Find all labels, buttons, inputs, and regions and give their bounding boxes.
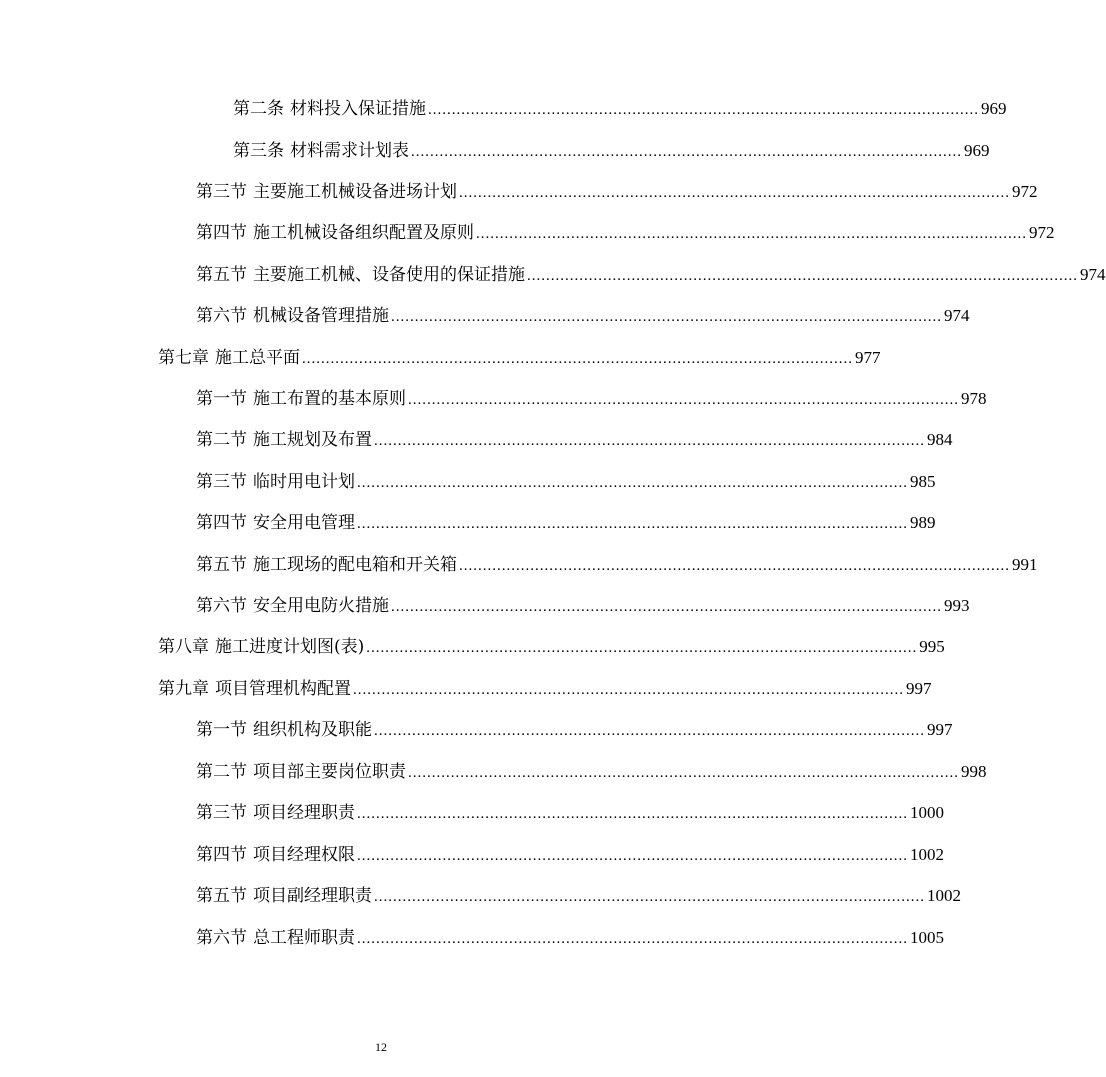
toc-leader-dots: .................................................................................................................... [428,102,979,118]
toc-entry-prefix: 第九章 [158,679,209,699]
toc-entry-page: 972 [1029,223,1055,242]
toc-entry[interactable] [196,761,987,784]
toc-entry-prefix: 第五节 [196,265,247,285]
toc-leader-dots: .................................................................................................................... [374,889,925,905]
toc-entry-page: 989 [910,513,936,532]
toc-leader-dots: .................................................................................................................... [476,226,1027,242]
toc-entry[interactable] [196,844,944,867]
toc-leader-dots: .................................................................................................................... [391,599,942,615]
toc-entry-title: 材料需求计划表 [290,141,409,161]
toc-entry-label [158,636,364,658]
toc-entry-label [233,98,426,120]
toc-entry-prefix: 第四节 [196,513,247,533]
toc-leader-dots: .................................................................................................................... [374,433,925,449]
toc-entry-page: 974 [1080,265,1106,284]
toc-entry[interactable] [196,388,987,411]
toc-entry-label [196,885,372,907]
toc-entry[interactable] [158,347,881,370]
toc-leader-dots: .................................................................................................................... [374,723,925,739]
toc-entry-prefix: 第八章 [158,637,209,657]
toc-leader-dots: .................................................................................................................... [527,268,1078,284]
toc-entry-page: 995 [919,637,945,656]
toc-entry-page: 984 [927,430,953,449]
toc-entry-page: 997 [906,679,932,698]
toc-entry-label [196,429,372,451]
toc-entry-prefix: 第五节 [196,555,247,575]
toc-entry-label [196,305,389,327]
toc-entry-page: 1002 [910,845,944,864]
toc-entry-prefix: 第三节 [196,472,247,492]
toc-entry-label [158,347,300,369]
toc-entry-label [196,388,406,410]
toc-entry[interactable] [196,719,953,742]
toc-entry[interactable] [196,512,936,535]
toc-entry-prefix: 第三条 [233,141,284,161]
toc-entry-prefix: 第四节 [196,845,247,865]
toc-entry-title: 主要施工机械、设备使用的保证措施 [253,265,525,285]
toc-leader-dots: .................................................................................................................... [357,475,908,491]
toc-entry-title: 主要施工机械设备进场计划 [253,182,457,202]
toc-entry[interactable] [233,140,990,163]
toc-entry[interactable] [196,885,961,908]
toc-entry-title: 安全用电防火措施 [253,596,389,616]
toc-entry-label [233,140,409,162]
toc-entry-label [196,512,355,534]
toc-entry-page: 1000 [910,803,944,822]
toc-entry-title: 施工机械设备组织配置及原则 [253,223,474,243]
toc-entry-page: 969 [964,141,990,160]
toc-entry-page: 1005 [910,928,944,947]
toc-entry-prefix: 第六节 [196,596,247,616]
toc-entry[interactable] [158,636,945,659]
toc-entry-prefix: 第二节 [196,762,247,782]
toc-leader-dots: .................................................................................................................... [408,392,959,408]
toc-leader-dots: .................................................................................................................... [353,682,904,698]
toc-entry-title: 项目经理职责 [253,803,355,823]
toc-entry-prefix: 第六节 [196,928,247,948]
toc-entry[interactable] [196,554,1038,577]
toc-entry-label [196,802,355,824]
toc-entry-page: 998 [961,762,987,781]
toc-entry-prefix: 第六节 [196,306,247,326]
toc-entry-page: 997 [927,720,953,739]
toc-leader-dots: .................................................................................................................... [408,765,959,781]
toc-entry[interactable] [196,429,953,452]
toc-entry-page: 969 [981,99,1007,118]
toc-entry-page: 978 [961,389,987,408]
toc-entry[interactable] [196,595,970,618]
toc-leader-dots: .................................................................................................................... [302,351,853,367]
toc-entry-title: 材料投入保证措施 [290,99,426,119]
toc-entry-label [196,471,355,493]
toc-entry-prefix: 第五节 [196,886,247,906]
toc-entry-label [196,927,355,949]
toc-leader-dots: .................................................................................................................... [357,848,908,864]
toc-entry-label [158,678,351,700]
toc-entry-prefix: 第一节 [196,389,247,409]
toc-leader-dots: .................................................................................................................... [391,309,942,325]
toc-leader-dots: .................................................................................................................... [357,516,908,532]
toc-leader-dots: .................................................................................................................... [459,558,1010,574]
toc-leader-dots: .................................................................................................................... [366,640,918,656]
toc-entry-title: 施工布置的基本原则 [253,389,406,409]
toc-entry-label [196,222,474,244]
toc-entry-title: 施工总平面 [215,348,300,368]
toc-entry[interactable] [196,927,944,950]
toc-entry-prefix: 第一节 [196,720,247,740]
toc-entry-page: 991 [1012,555,1038,574]
toc-entry[interactable] [233,98,1007,121]
toc-leader-dots: .................................................................................................................... [411,144,962,160]
toc-leader-dots: .................................................................................................................... [357,931,908,947]
toc-entry-title: 机械设备管理措施 [253,306,389,326]
toc-entry[interactable] [196,181,1038,204]
toc-entry-page: 985 [910,472,936,491]
toc-entry-page: 972 [1012,182,1038,201]
toc-leader-dots: .................................................................................................................... [357,806,908,822]
toc-entry-prefix: 第二节 [196,430,247,450]
toc-entry-title: 项目经理权限 [253,845,355,865]
toc-entry-prefix: 第三节 [196,803,247,823]
toc-entry-prefix: 第二条 [233,99,284,119]
toc-entry[interactable] [196,264,1106,287]
toc-entry-page: 1002 [927,886,961,905]
toc-entry-label [196,264,525,286]
toc-entry-label [196,554,457,576]
toc-entry[interactable] [196,802,944,825]
toc-entry-page: 993 [944,596,970,615]
toc-entry[interactable] [158,678,932,701]
toc-entry-title: 项目部主要岗位职责 [253,762,406,782]
toc-entry-title: 安全用电管理 [253,513,355,533]
toc-entry-title: 总工程师职责 [253,928,355,948]
toc-entry[interactable] [196,305,970,328]
toc-entry[interactable] [196,471,936,494]
toc-entry-prefix: 第四节 [196,223,247,243]
toc-entry-label [196,761,406,783]
toc-entry-prefix: 第七章 [158,348,209,368]
toc-entry-page: 977 [855,348,881,367]
toc-entry-title: 施工现场的配电箱和开关箱 [253,555,457,575]
toc-entry-title: 组织机构及职能 [253,720,372,740]
toc-entry-title: 临时用电计划 [253,472,355,492]
toc-entry-prefix: 第三节 [196,182,247,202]
toc-entry-label [196,595,389,617]
toc-entry-label [196,181,457,203]
page-number: 12 [375,1040,387,1054]
toc-entry-label [196,719,372,741]
toc-entry-label [196,844,355,866]
toc-entry-title: 施工规划及布置 [253,430,372,450]
toc-entry[interactable] [196,222,1055,245]
toc-leader-dots: .................................................................................................................... [459,185,1010,201]
toc-entry-title: 项目副经理职责 [253,886,372,906]
toc-entry-page: 974 [944,306,970,325]
toc-entry-title: 项目管理机构配置 [215,679,351,699]
toc-entry-title: 施工进度计划图(表) [215,637,365,657]
